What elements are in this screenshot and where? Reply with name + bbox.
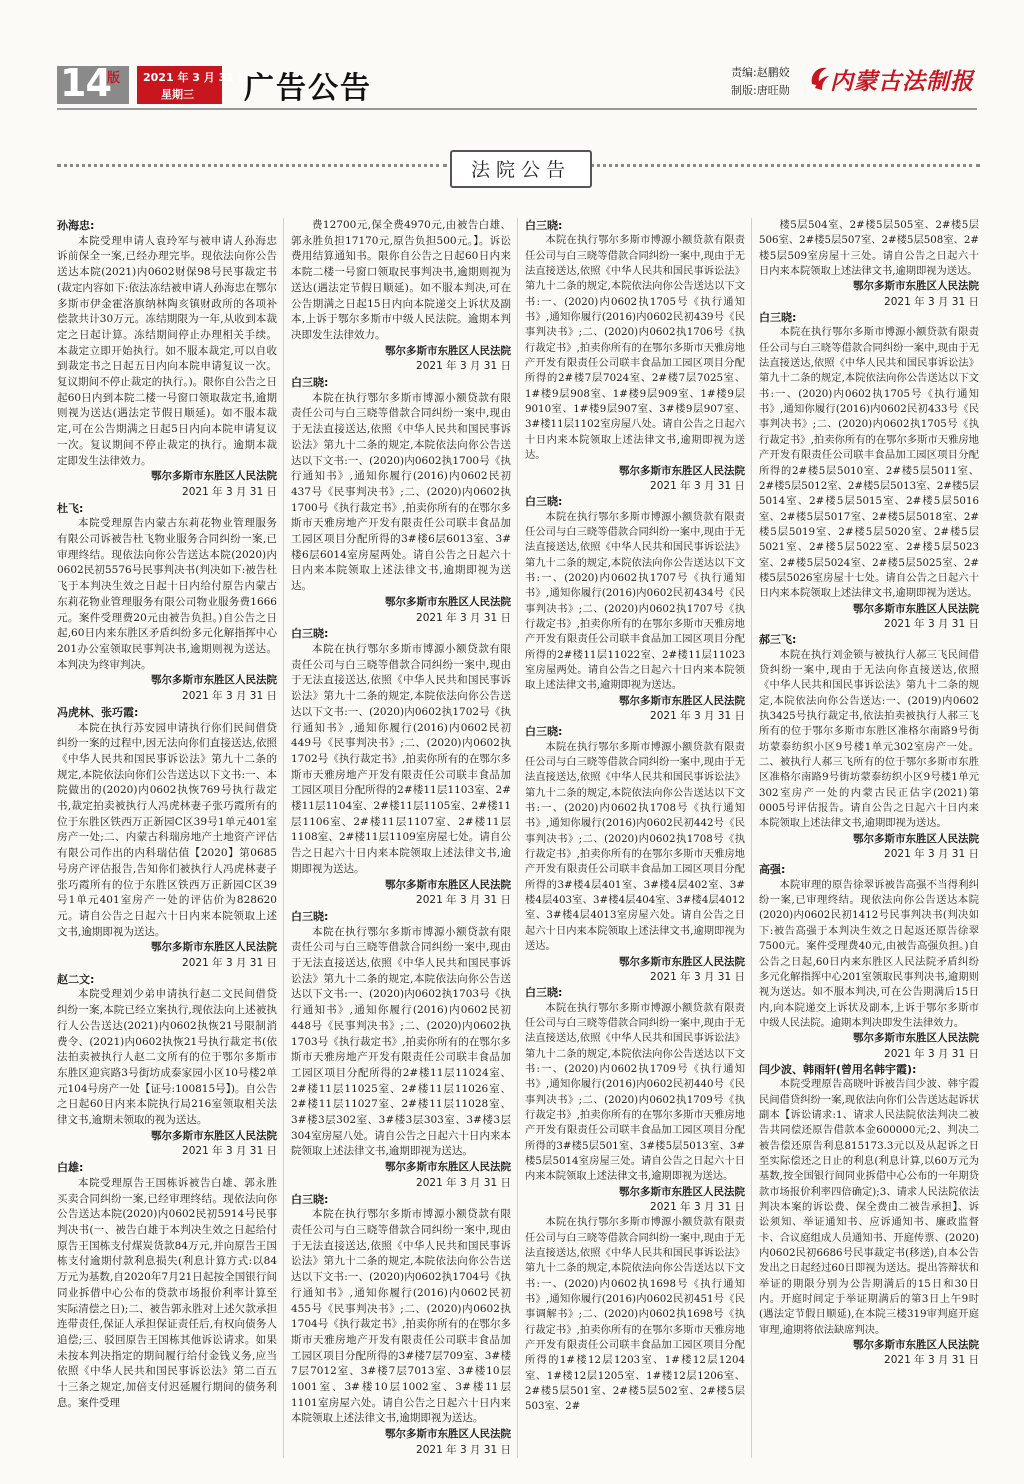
header-rule xyxy=(57,108,977,110)
notice-body: 本院受理刘少弟申请执行赵二文民间借贷纠纷一案,本院已经立案执行,现依法向上述被执行人公告送达(2021)内0602执恢21号限制消费令、(2021)内0602执恢21号执行裁定书(依法拍卖被执行人赵二文所有的位于鄂尔多斯市东胜区迎宾路3号街坊成泰家园小区10号楼2单元104号房产一处【证号:100815号】)。自公告之日起60日内来本院执行局216室领取相关法律文书,逾期未领取的视为送达。 xyxy=(57,988,278,1127)
notice-court: 鄂尔多斯市东胜区人民法院 xyxy=(853,602,979,615)
notice-date: 2021 年 3 月 31 日 xyxy=(650,710,745,722)
notice-court: 鄂尔多斯市东胜区人民法院 xyxy=(151,1129,277,1142)
court-notice xyxy=(291,375,511,626)
section-title: 广告公告 xyxy=(244,71,372,106)
logo-text: 内蒙古法制报 xyxy=(830,68,974,95)
notice-date: 2021 年 3 月 31 日 xyxy=(416,611,511,624)
notice-addressee: 白三晓: xyxy=(525,725,563,739)
notice-body: 本院在执行鄂尔多斯市博源小额贷款有限责任公司与白三晓等借款合同纠纷一案中,现由于无法直接送达,依照《中华人民共和国民事诉讼法》第九十二条的规定,本院依法向你公告送达以下文书:一、(2020)内0602执1703号《执行通知书》,通知你履行(2016)内0602民初448号《民事判决书》;二、(2020)内0602执1703号《执行裁定书》,拍卖你所有的在鄂尔多斯市天雅房地产开发有限责任公司联丰食品加工园区项目分配所得的2#楼11层11024室、2#楼11层11025室、2#楼11层11026室、2#楼11层11027室、2#楼11层11028室、3#楼3层302室、3#楼3层303室、3#楼3层304室房屋八处。请自公告之日起六十日内来本院领取上述法律文书,逾期即视为送达。 xyxy=(291,925,511,1158)
page-number: 14 xyxy=(60,61,111,105)
notice-addressee: 白三晓: xyxy=(759,311,797,325)
notice-addressee: 白三晓: xyxy=(291,627,329,641)
notice-court: 鄂尔多斯市东胜区人民法院 xyxy=(385,1428,511,1441)
notice-date: 2021 年 3 月 31 日 xyxy=(182,485,277,498)
notice-court: 鄂尔多斯市东胜区人民法院 xyxy=(385,878,511,891)
court-notice xyxy=(759,218,979,310)
notice-body: 本院在执行鄂尔多斯市博源小额贷款有限责任公司与白三晓等借款合同纠纷一案中,现由于无法直接送达,依照《中华人民共和国民事诉讼法》第九十二条的规定,本院依法向你公告送达以下文书:一、(2020)内0602执1709号《执行通知书》,通知你履行(2016)内0602民初440号《民事判决书》;二、(2020)内0602执1709号《执行裁定书》,拍卖你所有的在鄂尔多斯市天雅房地产开发有限责任公司联丰食品加工园区项目分配所得的3#楼5层501室、3#楼5层5013室、3#楼5层5014室房屋三处。请自公告之日起六十日内来本院领取上述法律文书,逾期即视为送达。 xyxy=(525,1001,745,1183)
notice-addressee: 白三晓: xyxy=(525,495,563,509)
notice-date: 2021 年 3 月 31 日 xyxy=(650,970,745,983)
notice-addressee: 冯虎林、张巧霞: xyxy=(57,705,139,719)
column-divider xyxy=(751,218,752,1458)
notice-addressee: 白三晓: xyxy=(525,986,563,1000)
banner-dots-left xyxy=(57,164,447,173)
section-banner xyxy=(450,150,592,188)
court-notice xyxy=(291,218,511,375)
column-4 xyxy=(759,218,979,1369)
notice-addressee: 闫少波、韩雨轩(曾用名韩宇霞): xyxy=(759,1062,917,1076)
notice-date: 2021 年 3 月 31 日 xyxy=(650,479,745,492)
notice-date: 2021 年 3 月 31 日 xyxy=(650,1201,745,1213)
issue-date: 2021 年 3 月 31 日 xyxy=(143,71,249,84)
notice-date: 2021 年 3 月 31 日 xyxy=(884,1354,979,1367)
notice-date: 2021 年 3 月 31 日 xyxy=(416,1443,511,1456)
column-3 xyxy=(525,218,745,1415)
notice-date: 2021 年 3 月 31 日 xyxy=(884,1047,979,1060)
notice-addressee: 赵二文: xyxy=(57,972,95,986)
court-notice xyxy=(759,310,979,632)
notice-body: 本院受理申请人袁玲军与被申请人孙海忠诉前保全一案,已经办理完毕。现依法向你公告送达本院(2021)内0602财保98号民事裁定书(裁定内容如下:依法冻结被申请人孙海忠在鄂尔多斯市伊金霍洛旗纳林陶亥镇财政所的各项补偿款共计30万元。冻结期限为一年,从收到本裁定之日起计算。冻结期间停止办理相关手续。本裁定立即开始执行。如不服本裁定,可以自收到裁定书之日起五日内向本院申请复议一次。复议期间不停止裁定的执行。)。限你自公告之日起60日内到本院二楼一号窗口领取裁定书,逾期则视为送达(遇法定节假日顺延)。如不服本裁定,可在公告期满之日起5日内向本院申请复议一次。复议期间不停止裁定的执行。逾期本裁定即发生法律效力。 xyxy=(57,234,277,467)
court-notice xyxy=(759,632,979,862)
banner-dots-right xyxy=(590,164,980,173)
notice-addressee: 孙海忠: xyxy=(57,219,95,232)
notice-addressee: 白三晓: xyxy=(291,1192,329,1206)
notice-body: 本院在执行苏安园申请执行你们民间借贷纠纷一案的过程中,因无法向你们直接送达,依照《中华人民共和国民事诉讼法》第九十二条的规定,本院依法向你们公告送达以下文书:一、本院做出的(2020)内0602执恢769号执行裁定书,裁定拍卖被执行人冯虎林妻子张巧霞所有的位于东胜区铁西万正新园C区39号1单元401室房产一处;二、内蒙古科瑞房地产土地资产评估有限公司作出的内科瑞估值【2020】第0685号房产评估报告,告知你们被执行人冯虎林妻子张巧霞所有的位于东胜区铁西万正新园C区39号1单元401室房产一处的评估价为828620元。请自公告之日起六十日内来本院领取上述文书,逾期即视为送达。 xyxy=(57,721,277,938)
notice-date: 2021 年 3 月 31 日 xyxy=(182,690,277,703)
notice-court: 鄂尔多斯市东胜区人民法院 xyxy=(853,280,979,293)
court-notice xyxy=(291,909,511,1192)
notice-date: 2021 年 3 月 31 日 xyxy=(416,360,511,373)
court-notice xyxy=(525,724,745,985)
notice-court: 鄂尔多斯市东胜区人民法院 xyxy=(385,344,511,357)
notice-addressee: 白三晓: xyxy=(291,376,329,390)
notice-court: 鄂尔多斯市东胜区人民法院 xyxy=(619,464,745,477)
notice-body: 本院审理的原告徐翠诉被告高强不当得利纠纷一案,已审理终结。现依法向你公告送达本院(2020)内0602民初1412号民事判决书(判决如下:被告高强于本判决生效之日起返还原告徐翠7500元。案件受理费40元,由被告高强负担。)自公告之日起,60日内来东胜区人民法院矛盾纠纷多元化解指挥中心201室领取民事判决书,逾期则视为送达。如不服本判决,可在公告期满后15日内,向本院递交上诉状及副本,上诉于鄂尔多斯市中级人民法院。逾期本判决即发生法律效力。 xyxy=(759,878,979,1029)
court-notice xyxy=(759,862,979,1061)
newspaper-logo xyxy=(808,62,988,94)
court-notice xyxy=(759,1062,979,1369)
court-notice xyxy=(291,1192,511,1459)
notice-date: 2021 年 3 月 31 日 xyxy=(416,1176,511,1189)
notice-body: 本院受理原告高晓叶诉被告闫少波、韩宇霞民间借贷纠纷一案,现依法向你们公告送达起诉状副本【诉讼请求:1、请求人民法院依法判决二被告共同偿还原告借款本金600000元;2、判决二被告偿还原告利息815173.3元以及从起诉之日至实际偿还之日止的利息(利息计算,以60万元为基数,按全国银行间同业拆借中心公布的一年期贷款市场报价利率四倍确定);3、请求人民法院依法判决本案的诉讼费、保全费由二被告承担】、诉讼须知、举证通知书、应诉通知书、廉政监督卡、合议庭组成人员通知书、开庭传票、(2020)内0602民初6686号民事裁定书(移送),自本公告发出之日起经过60日即视为送达。提出答辩状和举证的期限分别为公告期满后的15日和30日内。开庭时间定于举证期满后的第3日上午9时(遇法定节假日顺延),在本院三楼319审判庭开庭审理,逾期将依法缺席判决。 xyxy=(759,1078,979,1336)
notice-addressee: 白三晓: xyxy=(291,909,329,923)
notice-court: 鄂尔多斯市东胜区人民法院 xyxy=(853,832,979,845)
notice-addressee: 郝三飞: xyxy=(759,633,797,647)
logo-emblem-icon xyxy=(808,62,830,92)
column-divider xyxy=(517,218,518,1458)
editor-credits xyxy=(731,64,790,100)
notice-body: 本院在执行鄂尔多斯市博源小额贷款有限责任公司与白三晓等借款合同纠纷一案中,现由于无法直接送达,依照《中华人民共和国民事诉讼法》第九十二条的规定,本院依法向你公告送达以下文书:一、(2020)内0602执1702号《执行通知书》,通知你履行(2016)内0602民初449号《民事判决书》;二、(2020)内0602执1702号《执行裁定书》,拍卖你所有的在鄂尔多斯市天雅房地产开发有限责任公司联丰食品加工园区项目分配所得的2#楼11层1103室、2#楼11层1104室、2#楼11层1105室、2#楼11层1106室、2#楼11层1107室、2#楼11层1108室、2#楼11层1109室房屋七处。请自公告之日起六十日内来本院领取上述法律文书,逾期即视为送达。 xyxy=(291,642,511,875)
notice-date: 2021 年 3 月 31 日 xyxy=(884,848,979,861)
notice-court: 鄂尔多斯市东胜区人民法院 xyxy=(853,1032,979,1045)
producer-name: 制版:唐旺勋 xyxy=(731,84,790,97)
notice-court: 鄂尔多斯市东胜区人民法院 xyxy=(619,694,745,707)
column-2 xyxy=(291,218,511,1459)
notice-body: 楼5层504室、2#楼5层505室、2#楼5层506室、2#楼5层507室、2#楼5层508室、2#楼5层509室房屋十三处。请自公告之日起六十日内来本院领取上述法律文书,逾期即视为送达。 xyxy=(759,219,979,278)
banner-title: 法院公告 xyxy=(470,159,571,181)
court-notice xyxy=(525,218,745,494)
notice-addressee: 杜飞: xyxy=(57,501,84,515)
editor-name: 责编:赵鹏姣 xyxy=(731,66,790,79)
court-notice xyxy=(525,494,745,724)
notice-body: 本院在执行鄂尔多斯市博源小额贷款有限责任公司与白三晓等借款合同纠纷一案中,现由于无法直接送达,依照《中华人民共和国民事诉讼法》第九十二条的规定,本院依法向你公告送达以下文书:一、(2020)内0602执1704号《执行通知书》,通知你履行(2016)内0602民初455号《民事判决书》;二、(2020)内0602执1704号《执行裁定书》,拍卖你所有的在鄂尔多斯市天雅房地产开发有限责任公司联丰食品加工园区项目分配所得的3#楼7层709室、3#楼7层7012室、3#楼7层7013室、3#楼10层1001室、3#楼10层1002室、3#楼11层1101室房屋六处。请自公告之日起六十日内来本院领取上述法律文书,逾期即视为送达。 xyxy=(291,1208,511,1425)
notice-body: 本院在执行刘金锁与被执行人郝三飞民间借贷纠纷一案中,现由于无法向你直接送达,依照《中华人民共和国民事诉讼法》第九十二条的规定,本院依法向你公告送达:一、(2019)内0602执3425号执行裁定书,依法拍卖被执行人郝三飞所有的位于鄂尔多斯市东胜区准格尔南路9号街坊蒙泰纺织小区9号楼1单元302室房产一处。二、被执行人郝三飞所有的位于鄂尔多斯市东胜区准格尔南路9号街坊蒙泰纺织小区9号楼1单元302室房产一处的内蒙古民正估字(2021)第0005号评估报告。请自公告之日起六十日内来本院领取上述法律文书,逾期即视为送达。 xyxy=(759,648,979,830)
notice-court: 鄂尔多斯市东胜区人民法院 xyxy=(385,1161,511,1174)
court-notice xyxy=(291,626,511,909)
court-notice xyxy=(57,501,277,705)
notice-addressee: 高强: xyxy=(759,863,786,877)
column-divider xyxy=(283,218,284,1458)
notice-body: 本院在执行鄂尔多斯市博源小额贷款有限责任公司与白三晓等借款合同纠纷一案中,现由于无法直接送达,依照《中华人民共和国民事诉讼法》第九十二条的规定,本院依法向你公告送达以下文书:一、(2020)内0602执1700号《执行通知书》,通知你履行(2016)内0602民初437号《民事判决书》;二、(2020)内0602执1700号《执行裁定书》,拍卖你所有的在鄂尔多斯市天雅房地产开发有限责任公司联丰食品加工园区项目分配所得的3#楼6层6013室、3#楼6层6014室房屋两处。请自公告之日起六十日内来本院领取上述法律文书,逾期即视为送达。 xyxy=(291,391,511,593)
notice-court: 鄂尔多斯市东胜区人民法院 xyxy=(151,674,277,687)
court-notice xyxy=(525,1215,745,1414)
notice-court: 鄂尔多斯市东胜区人民法院 xyxy=(619,955,745,968)
notice-body: 本院受理原告内蒙古东莉花物业管理服务有限公司诉被告杜飞物业服务合同纠纷一案,已审理终结。现依法向你公告送达本院(2020)内0602民初5576号民事判决书(判决如下:被告杜飞于本判决生效之日起十日内给付原告内蒙古东莉花物业管理服务有限公司物业服务费1666元。案件受理费20元由被告负担。)自公告之日起,60日内来东胜区矛盾纠纷多元化解指挥中心201办公室领取民事判决书,逾期则视为送达。本判决为终审判决。 xyxy=(57,517,277,671)
notice-addressee: 白三晓: xyxy=(525,219,563,232)
notice-court: 鄂尔多斯市东胜区人民法院 xyxy=(853,1339,979,1352)
court-notice xyxy=(57,705,277,972)
notice-date: 2021 年 3 月 31 日 xyxy=(182,1145,277,1158)
notice-date: 2021 年 3 月 31 日 xyxy=(884,617,979,630)
notice-court: 鄂尔多斯市东胜区人民法院 xyxy=(151,470,277,483)
column-1 xyxy=(57,218,277,1411)
notice-court: 鄂尔多斯市东胜区人民法院 xyxy=(385,595,511,608)
notice-date: 2021 年 3 月 31 日 xyxy=(182,957,277,970)
notice-body: 费12700元,保全费4970元,由被告白雄、郭永胜负担17170元,原告负担500元。】。诉讼费用结算通知书。限你自公告之日起60日内来本院二楼一号窗口领取民事判决书,逾期则视为送达(遇法定节假日顺延)。如不服本判决,可在公告期满之日起15日内向本院递交上诉状及副本,上诉于鄂尔多斯市中级人民法院。逾期本判决即发生法律效力。 xyxy=(291,219,511,341)
notice-court: 鄂尔多斯市东胜区人民法院 xyxy=(151,941,277,954)
court-notice xyxy=(57,218,277,501)
notice-date: 2021 年 3 月 31 日 xyxy=(416,894,511,907)
notice-date: 2021 年 3 月 31 日 xyxy=(884,295,979,308)
notice-body: 本院受理原告王国栋诉被告白雄、郭永胜买卖合同纠纷一案,已经审理终结。现依法向你公告送达本院(2020)内0602民初5914号民事判决书(一、被告白雄于本判决生效之日起给付原告王国栋支付煤炭货款84万元,并向原告王国栋支付逾期付款利息损失(利息计算方式:以84万元为基数,自2020年7月21日起按全国银行间同业拆借中心公布的贷款市场报价利率计算至实际清偿之日);二、被告郭永胜对上述欠款承担连带责任,保证人承担保证责任后,有权向债务人追偿;三、驳回原告王国栋其他诉讼请求。如果未按本判决指定的期间履行给付金钱义务,应当依照《中华人民共和国民事诉讼法》第二百五十三条之规定,加倍支付迟延履行期间的债务利息。案件受理 xyxy=(57,1176,277,1409)
notice-body: 本院在执行鄂尔多斯市博源小额贷款有限责任公司与白三晓等借款合同纠纷一案中,现由于无法直接送达,依照《中华人民共和国民事诉讼法》第九十二条的规定,本院依法向你公告送达以下文书:一、(2020)内0602执1708号《执行通知书》,通知你履行(2016)内0602民初442号《民事判决书》;二、(2020)内0602执1708号《执行裁定书》,拍卖你所有的在鄂尔多斯市天雅房地产开发有限责任公司联丰食品加工园区项目分配所得的3#楼4层401室、3#楼4层402室、3#楼4层403室、3#楼4层404室、3#楼4层4012室、3#楼4层4013室房屋六处。请自公告之日起六十日内来本院领取上述法律文书,逾期即视为送达。 xyxy=(525,740,745,953)
notice-addressee: 白雄: xyxy=(57,1161,84,1175)
notice-body: 本院在执行鄂尔多斯市博源小额贷款有限责任公司与白三晓等借款合同纠纷一案中,现由于无法直接送达,依照《中华人民共和国民事诉讼法》第九十二条的规定,本院依法向你公告送达以下文书:一、(2020)内0602执1707号《执行通知书》,通知你履行(2016)内0602民初434号《民事判决书》;二、(2020)内0602执1707号《执行裁定书》,拍卖你所有的在鄂尔多斯市天雅房地产开发有限责任公司联丰食品加工园区项目分配所得的2#楼11层11022室、2#楼11层11023室房屋两处。请自公告之日起六十日内来本院领取上述法律文书,逾期即视为送达。 xyxy=(525,510,745,692)
notice-body: 本院在执行鄂尔多斯市博源小额贷款有限责任公司与白三晓等借款合同纠纷一案中,现由于无法直接送达,依照《中华人民共和国民事诉讼法》第九十二条的规定,本院依法向你公告送达以下文书:一、(2020)内0602执1705号《执行通知书》,通知你履行(2016)内0602民初433号《民事判决书》;二、(2020)内0602执1705号《执行裁定书》,拍卖你所有的在鄂尔多斯市天雅房地产开发有限责任公司联丰食品加工园区项目分配所得的2#楼5层5010室、2#楼5层5011室、2#楼5层5012室、2#楼5层5013室、2#楼5层5014室、2#楼5层5015室、2#楼5层5016室、2#楼5层5017室、2#楼5层5018室、2#楼5层5019室、2#楼5层5020室、2#楼5层5021室、2#楼5层5022室、2#楼5层5023室、2#楼5层5024室、2#楼5层5025室、2#楼5层5026室房屋十七处。请自公告之日起六十日内来本院领取上述法律文书,逾期即视为送达。 xyxy=(759,326,979,600)
ban-label: 版 xyxy=(107,71,121,86)
court-notice xyxy=(525,985,745,1215)
court-notice xyxy=(57,972,277,1160)
issue-weekday: 星期三 xyxy=(161,88,194,101)
notice-body: 本院在执行鄂尔多斯市博源小额贷款有限责任公司与白三晓等借款合同纠纷一案中,现由于无法直接送达,依照《中华人民共和国民事诉讼法》第九十二条的规定,本院依法向你公告送达以下文书:一、(2020)内0602执1705号《执行通知书》,通知你履行(2016)内0602民初439号《民事判决书》;二、(2020)内0602执1706号《执行裁定书》,拍卖你所有的在鄂尔多斯市天雅房地产开发有限责任公司联丰食品加工园区项目分配所得的2#楼7层7024室、2#楼7层7025室、1#楼9层908室、1#楼9层909室、1#楼9层9010室、1#楼9层907室、3#楼9层907室、3#楼11层1102室房屋八处。请自公告之日起六十日内来本院领取上述法律文书,逾期即视为送达。 xyxy=(525,234,745,462)
notice-body: 本院在执行鄂尔多斯市博源小额贷款有限责任公司与白三晓等借款合同纠纷一案中,现由于无法直接送达,依照《中华人民共和国民事诉讼法》第九十二条的规定,本院依法向你公告送达以下文书:一、(2020)内0602执1698号《执行通知书》,通知你履行(2016)内0602民初451号《民事调解书》;二、(2020)内0602执1698号《执行裁定书》,拍卖你所有的在鄂尔多斯市天雅房地产开发有限责任公司联丰食品加工园区项目分配所得的1#楼12层1203室、1#楼12层1204室、1#楼12层1205室、1#楼12层1206室、2#楼5层501室、2#楼5层502室、2#楼5层503室、2# xyxy=(525,1216,745,1413)
court-notice xyxy=(57,1160,277,1411)
notice-court: 鄂尔多斯市东胜区人民法院 xyxy=(619,1185,745,1198)
